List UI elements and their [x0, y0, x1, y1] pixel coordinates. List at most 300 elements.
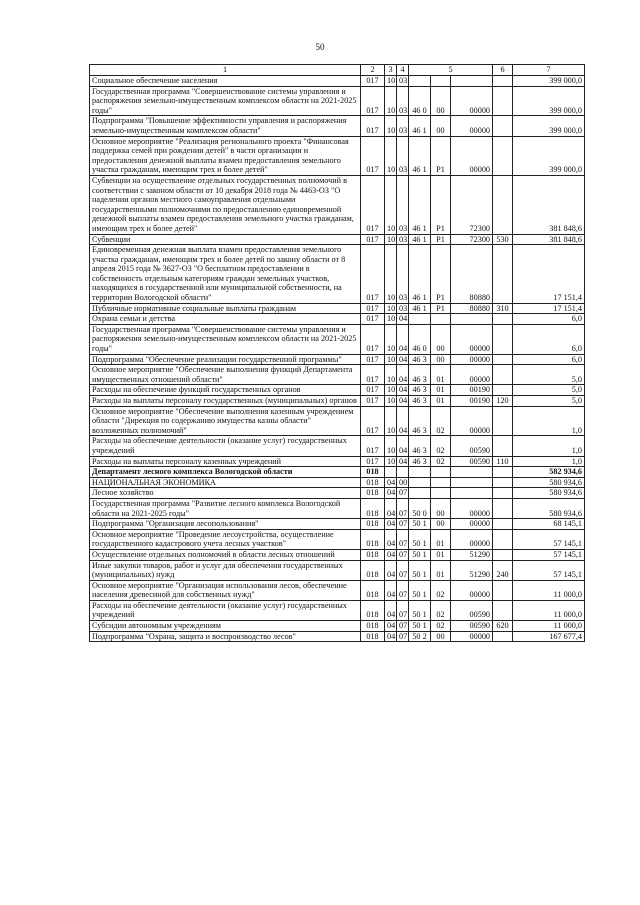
row-subsection: 04	[397, 396, 409, 407]
row-subsection: 07	[397, 549, 409, 560]
row-direction-code: 00000	[451, 136, 493, 175]
row-program-code: 46 3	[409, 406, 431, 436]
row-program-code: 50 1	[409, 621, 431, 632]
row-amount: 68 145,1	[513, 519, 585, 530]
row-expense-type	[493, 365, 513, 385]
row-expense-type	[493, 488, 513, 499]
table-row	[90, 467, 585, 478]
row-name: Государственная программа "Совершенствование системы управления и распоряжения земельно-имущественным комплексом области на 2021-2025 годы"	[90, 86, 361, 116]
row-admin-code: 017	[361, 436, 385, 456]
row-name: Подпрограмма "Охрана, защита и воспроизводство лесов"	[90, 631, 361, 642]
table-row	[90, 234, 585, 245]
row-amount: 57 145,1	[513, 560, 585, 580]
row-event-code: 02	[431, 456, 451, 467]
row-name: Единовременная денежная выплата взамен предоставления земельного участка гражданам, имеющим трех и более детей по закону области от 8 апреля 2015 года № 3627-ОЗ "О бесплатном предоставлении в собственность отдельным категориям граждан земельных участков, находящихся в государственной или муниципальной собственности, на территории Вологодской области"	[90, 245, 361, 304]
row-program-code: 46 3	[409, 436, 431, 456]
table-row	[90, 136, 585, 175]
row-expense-type	[493, 406, 513, 436]
row-amount: 399 000,0	[513, 136, 585, 175]
table-row	[90, 175, 585, 234]
row-name: Расходы на обеспечение функций государственных органов	[90, 385, 361, 396]
row-program-code: 46 1	[409, 116, 431, 136]
row-event-code	[431, 488, 451, 499]
row-amount: 11 000,0	[513, 600, 585, 620]
row-name: Осуществление отдельных полномочий в области лесных отношений	[90, 549, 361, 560]
row-subsection: 07	[397, 580, 409, 600]
row-amount: 11 000,0	[513, 621, 585, 632]
row-subsection: 07	[397, 600, 409, 620]
row-program-code: 50 1	[409, 529, 431, 549]
table-row	[90, 314, 585, 325]
row-amount: 1,0	[513, 456, 585, 467]
row-section: 04	[385, 529, 397, 549]
row-event-code: 00	[431, 354, 451, 365]
row-admin-code: 017	[361, 76, 385, 87]
row-direction-code: 00590	[451, 621, 493, 632]
row-name: Основное мероприятие "Организация использования лесов, обеспечение населения древесиной для собственных нужд"	[90, 580, 361, 600]
budget-table	[89, 64, 585, 642]
row-direction-code: 80880	[451, 245, 493, 304]
table-row	[90, 354, 585, 365]
row-amount: 580 934,6	[513, 498, 585, 518]
row-program-code: 46 0	[409, 324, 431, 354]
row-event-code: 01	[431, 529, 451, 549]
row-name: Расходы на обеспечение деятельности (оказание услуг) государственных учреждений	[90, 436, 361, 456]
row-direction-code: 00000	[451, 406, 493, 436]
row-program-code: 46 1	[409, 136, 431, 175]
row-expense-type: 240	[493, 560, 513, 580]
row-subsection: 03	[397, 175, 409, 234]
row-subsection: 03	[397, 86, 409, 116]
table-row	[90, 365, 585, 385]
row-direction-code: 00000	[451, 580, 493, 600]
row-section: 04	[385, 621, 397, 632]
row-direction-code: 51290	[451, 560, 493, 580]
row-expense-type	[493, 116, 513, 136]
table-row	[90, 477, 585, 488]
row-program-code	[409, 314, 431, 325]
table-row	[90, 488, 585, 499]
row-name: Субвенции	[90, 234, 361, 245]
row-name: Подпрограмма "Обеспечение реализации государственной программы"	[90, 354, 361, 365]
row-amount: 57 145,1	[513, 529, 585, 549]
row-admin-code: 018	[361, 549, 385, 560]
table-row	[90, 303, 585, 314]
table-row	[90, 396, 585, 407]
row-amount: 5,0	[513, 385, 585, 396]
row-event-code: 00	[431, 631, 451, 642]
row-program-code	[409, 488, 431, 499]
row-expense-type	[493, 600, 513, 620]
row-amount: 381 848,6	[513, 234, 585, 245]
row-expense-type	[493, 175, 513, 234]
row-event-code: 00	[431, 324, 451, 354]
row-section: 10	[385, 314, 397, 325]
row-event-code: P1	[431, 303, 451, 314]
row-subsection: 07	[397, 498, 409, 518]
row-name: Социальное обеспечение населения	[90, 76, 361, 87]
table-row	[90, 406, 585, 436]
row-admin-code: 018	[361, 631, 385, 642]
row-section: 10	[385, 234, 397, 245]
table-row	[90, 436, 585, 456]
row-name: Охрана семьи и детства	[90, 314, 361, 325]
row-amount: 11 000,0	[513, 580, 585, 600]
row-section: 10	[385, 396, 397, 407]
row-direction-code: 00000	[451, 354, 493, 365]
row-subsection: 07	[397, 560, 409, 580]
row-subsection	[397, 467, 409, 478]
row-program-code	[409, 467, 431, 478]
row-admin-code: 017	[361, 175, 385, 234]
row-expense-type: 620	[493, 621, 513, 632]
row-amount: 399 000,0	[513, 116, 585, 136]
row-section: 10	[385, 136, 397, 175]
row-event-code: 00	[431, 116, 451, 136]
row-name: Государственная программа "Совершенствование системы управления и распоряжения земельно-имущественным комплексом области на 2021-2025 годы"	[90, 324, 361, 354]
row-direction-code: 00000	[451, 631, 493, 642]
row-event-code: 01	[431, 396, 451, 407]
row-direction-code: 00000	[451, 529, 493, 549]
row-subsection: 04	[397, 354, 409, 365]
row-admin-code: 017	[361, 365, 385, 385]
row-expense-type: 310	[493, 303, 513, 314]
row-expense-type	[493, 314, 513, 325]
row-admin-code: 017	[361, 303, 385, 314]
row-amount: 5,0	[513, 396, 585, 407]
row-direction-code: 00000	[451, 116, 493, 136]
row-amount: 167 677,4	[513, 631, 585, 642]
row-amount: 17 151,4	[513, 303, 585, 314]
row-event-code: 00	[431, 519, 451, 530]
row-subsection: 07	[397, 519, 409, 530]
row-admin-code: 017	[361, 116, 385, 136]
row-event-code	[431, 467, 451, 478]
table-row	[90, 86, 585, 116]
row-expense-type	[493, 529, 513, 549]
row-expense-type	[493, 631, 513, 642]
row-expense-type	[493, 477, 513, 488]
row-direction-code: 72300	[451, 234, 493, 245]
row-subsection: 04	[397, 324, 409, 354]
row-section: 10	[385, 385, 397, 396]
row-event-code: 02	[431, 436, 451, 456]
row-event-code: 01	[431, 560, 451, 580]
row-name: Основное мероприятие "Обеспечение выполнения функций Департамента имущественных отношений области"	[90, 365, 361, 385]
row-admin-code: 018	[361, 477, 385, 488]
row-direction-code: 00590	[451, 600, 493, 620]
row-subsection: 03	[397, 76, 409, 87]
row-subsection: 07	[397, 631, 409, 642]
row-program-code: 46 0	[409, 86, 431, 116]
row-subsection: 07	[397, 488, 409, 499]
table-row	[90, 621, 585, 632]
table-row	[90, 529, 585, 549]
row-amount: 6,0	[513, 324, 585, 354]
row-admin-code: 017	[361, 245, 385, 304]
row-section: 04	[385, 600, 397, 620]
row-expense-type	[493, 354, 513, 365]
row-program-code	[409, 477, 431, 488]
row-amount: 399 000,0	[513, 86, 585, 116]
row-section: 04	[385, 549, 397, 560]
table-row	[90, 245, 585, 304]
row-program-code: 50 1	[409, 560, 431, 580]
row-name: Основное мероприятие "Проведение лесоустройства, осуществление государственного кадастрового учета лесных участков"	[90, 529, 361, 549]
row-expense-type	[493, 385, 513, 396]
row-event-code: P1	[431, 136, 451, 175]
header-col-2: 2	[361, 65, 385, 76]
row-section: 10	[385, 245, 397, 304]
row-admin-code: 017	[361, 406, 385, 436]
row-amount: 1,0	[513, 406, 585, 436]
table-row	[90, 631, 585, 642]
row-section	[385, 467, 397, 478]
header-col-1: 1	[90, 65, 361, 76]
table-row	[90, 519, 585, 530]
row-event-code: 01	[431, 385, 451, 396]
row-admin-code: 017	[361, 86, 385, 116]
row-direction-code: 00590	[451, 456, 493, 467]
row-section: 10	[385, 456, 397, 467]
table-row	[90, 456, 585, 467]
row-section: 10	[385, 303, 397, 314]
row-direction-code: 80880	[451, 303, 493, 314]
row-section: 10	[385, 436, 397, 456]
row-name: Основное мероприятие "Обеспечение выполнения казенным учреждением области "Дирекция по содержанию имущества казны области" возложенных полномочий"	[90, 406, 361, 436]
row-name: Подпрограмма "Повышение эффективности управления и распоряжения земельно-имущественным комплексом области"	[90, 116, 361, 136]
row-section: 04	[385, 477, 397, 488]
row-section: 04	[385, 631, 397, 642]
row-section: 04	[385, 519, 397, 530]
header-col-7: 7	[513, 65, 585, 76]
row-expense-type: 530	[493, 234, 513, 245]
row-admin-code: 017	[361, 314, 385, 325]
row-program-code: 46 3	[409, 365, 431, 385]
row-expense-type	[493, 519, 513, 530]
row-direction-code	[451, 76, 493, 87]
row-admin-code: 018	[361, 560, 385, 580]
row-expense-type	[493, 76, 513, 87]
row-amount: 399 000,0	[513, 76, 585, 87]
row-admin-code: 018	[361, 467, 385, 478]
row-amount: 580 934,6	[513, 488, 585, 499]
page-number: 50	[315, 42, 325, 52]
row-direction-code	[451, 467, 493, 478]
row-admin-code: 018	[361, 600, 385, 620]
row-program-code: 46 1	[409, 245, 431, 304]
row-expense-type: 110	[493, 456, 513, 467]
row-subsection: 07	[397, 621, 409, 632]
row-amount: 57 145,1	[513, 549, 585, 560]
row-event-code: 02	[431, 406, 451, 436]
row-direction-code: 00000	[451, 519, 493, 530]
row-subsection: 04	[397, 456, 409, 467]
row-program-code: 46 1	[409, 234, 431, 245]
table-row	[90, 324, 585, 354]
row-amount: 580 934,6	[513, 477, 585, 488]
row-section: 10	[385, 76, 397, 87]
table-row	[90, 498, 585, 518]
row-subsection: 03	[397, 234, 409, 245]
row-direction-code: 72300	[451, 175, 493, 234]
row-name: Субсидии автономным учреждениям	[90, 621, 361, 632]
row-direction-code: 00000	[451, 86, 493, 116]
row-subsection: 04	[397, 385, 409, 396]
row-expense-type	[493, 86, 513, 116]
row-direction-code	[451, 314, 493, 325]
row-name: Расходы на выплаты персоналу государственных (муниципальных) органов	[90, 396, 361, 407]
row-subsection: 04	[397, 406, 409, 436]
row-admin-code: 018	[361, 580, 385, 600]
row-event-code: 02	[431, 600, 451, 620]
row-expense-type	[493, 467, 513, 478]
row-program-code: 50 1	[409, 580, 431, 600]
row-expense-type	[493, 498, 513, 518]
row-section: 04	[385, 498, 397, 518]
row-subsection: 04	[397, 436, 409, 456]
row-direction-code	[451, 477, 493, 488]
table-header-row	[90, 65, 585, 76]
header-col-5: 5	[409, 65, 493, 76]
header-col-6: 6	[493, 65, 513, 76]
row-amount: 582 934,6	[513, 467, 585, 478]
row-name: Расходы на выплаты персоналу казенных учреждений	[90, 456, 361, 467]
row-amount: 17 151,4	[513, 245, 585, 304]
row-section: 04	[385, 580, 397, 600]
row-program-code: 50 0	[409, 498, 431, 518]
row-admin-code: 018	[361, 519, 385, 530]
row-name: Лесное хозяйство	[90, 488, 361, 499]
row-event-code: 01	[431, 549, 451, 560]
row-direction-code	[451, 488, 493, 499]
row-expense-type	[493, 549, 513, 560]
row-event-code: 02	[431, 580, 451, 600]
row-program-code: 50 2	[409, 631, 431, 642]
row-section: 10	[385, 365, 397, 385]
row-section: 10	[385, 116, 397, 136]
row-section: 10	[385, 406, 397, 436]
row-admin-code: 018	[361, 621, 385, 632]
row-amount: 6,0	[513, 314, 585, 325]
row-program-code: 46 1	[409, 175, 431, 234]
row-name: Субвенции на осуществление отдельных государственных полномочий в соответствии с законом области от 10 декабря 2018 года № 4463-ОЗ "О наделении органов местного самоуправления отдельными государственными полномочиями по предоставлению единовременной денежной выплаты взамен предоставления земельного участка гражданам, имеющим трех и более детей"	[90, 175, 361, 234]
row-event-code: P1	[431, 245, 451, 304]
row-amount: 5,0	[513, 365, 585, 385]
row-program-code: 46 3	[409, 396, 431, 407]
row-section: 04	[385, 560, 397, 580]
row-name: Департамент лесного комплекса Вологодской области	[90, 467, 361, 478]
row-direction-code: 00000	[451, 324, 493, 354]
row-subsection: 04	[397, 314, 409, 325]
row-event-code: P1	[431, 175, 451, 234]
row-program-code: 50 1	[409, 600, 431, 620]
row-admin-code: 017	[361, 456, 385, 467]
row-expense-type	[493, 324, 513, 354]
row-section: 10	[385, 354, 397, 365]
row-admin-code: 017	[361, 354, 385, 365]
row-event-code	[431, 477, 451, 488]
row-direction-code: 00190	[451, 385, 493, 396]
row-expense-type	[493, 136, 513, 175]
row-subsection: 04	[397, 365, 409, 385]
row-program-code: 50 1	[409, 549, 431, 560]
row-name: Основное мероприятие "Реализация регионального проекта "Финансовая поддержка семей при рождении детей" в части организации и предоставления денежной выплаты взамен предоставления земельного участка гражданам, имеющим трех и более детей"	[90, 136, 361, 175]
row-name: Государственная программа "Развитие лесного комплекса Вологодской области на 2021-2025 годы"	[90, 498, 361, 518]
row-expense-type	[493, 245, 513, 304]
row-subsection: 03	[397, 245, 409, 304]
row-admin-code: 017	[361, 385, 385, 396]
row-amount: 1,0	[513, 436, 585, 456]
row-expense-type: 120	[493, 396, 513, 407]
table-row	[90, 560, 585, 580]
row-subsection: 03	[397, 116, 409, 136]
table-row	[90, 385, 585, 396]
row-section: 10	[385, 324, 397, 354]
row-program-code: 46 3	[409, 385, 431, 396]
row-admin-code: 017	[361, 324, 385, 354]
row-expense-type	[493, 436, 513, 456]
row-event-code: 00	[431, 498, 451, 518]
row-program-code: 46 3	[409, 456, 431, 467]
row-program-code: 50 1	[409, 519, 431, 530]
row-direction-code: 00000	[451, 365, 493, 385]
row-admin-code: 017	[361, 234, 385, 245]
row-name: НАЦИОНАЛЬНАЯ ЭКОНОМИКА	[90, 477, 361, 488]
row-section: 04	[385, 488, 397, 499]
table-row	[90, 76, 585, 87]
row-admin-code: 018	[361, 498, 385, 518]
row-event-code	[431, 314, 451, 325]
row-subsection: 07	[397, 529, 409, 549]
row-event-code: P1	[431, 234, 451, 245]
row-subsection: 03	[397, 136, 409, 175]
row-direction-code: 00000	[451, 498, 493, 518]
row-event-code: 00	[431, 86, 451, 116]
row-amount: 6,0	[513, 354, 585, 365]
row-program-code	[409, 76, 431, 87]
header-col-4: 4	[397, 65, 409, 76]
row-name: Иные закупки товаров, работ и услуг для обеспечения государственных (муниципальных) нужд	[90, 560, 361, 580]
row-section: 10	[385, 175, 397, 234]
row-name: Расходы на обеспечение деятельности (оказание услуг) государственных учреждений	[90, 600, 361, 620]
row-subsection: 00	[397, 477, 409, 488]
table-row	[90, 116, 585, 136]
table-row	[90, 600, 585, 620]
row-subsection: 03	[397, 303, 409, 314]
row-event-code	[431, 76, 451, 87]
row-amount: 381 848,6	[513, 175, 585, 234]
row-admin-code: 018	[361, 529, 385, 549]
table-row	[90, 549, 585, 560]
row-direction-code: 00590	[451, 436, 493, 456]
row-section: 10	[385, 86, 397, 116]
row-admin-code: 017	[361, 396, 385, 407]
row-program-code: 46 3	[409, 354, 431, 365]
header-col-3: 3	[385, 65, 397, 76]
row-admin-code: 018	[361, 488, 385, 499]
row-name: Подпрограмма "Организация лесопользования"	[90, 519, 361, 530]
row-event-code: 01	[431, 365, 451, 385]
row-direction-code: 00190	[451, 396, 493, 407]
row-direction-code: 51290	[451, 549, 493, 560]
row-expense-type	[493, 580, 513, 600]
table-row	[90, 580, 585, 600]
row-name: Публичные нормативные социальные выплаты гражданам	[90, 303, 361, 314]
row-event-code: 02	[431, 621, 451, 632]
row-program-code: 46 1	[409, 303, 431, 314]
row-admin-code: 017	[361, 136, 385, 175]
